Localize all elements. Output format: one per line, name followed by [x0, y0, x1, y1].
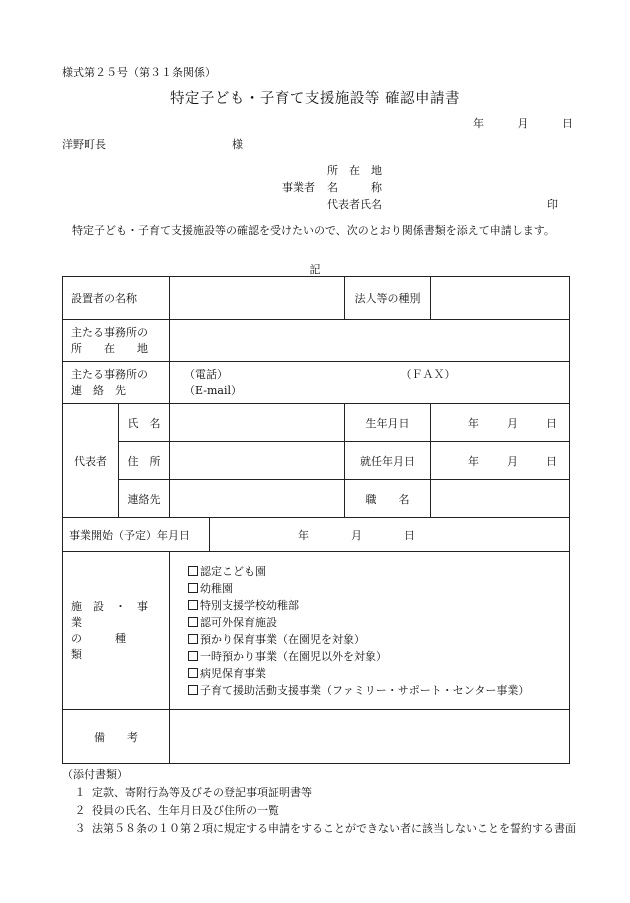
month-label: 月 [517, 117, 529, 130]
addressee: 洋野町長 [62, 138, 106, 151]
applicant-location-label: 所 在 地 [327, 164, 382, 177]
corp-type-label: 法人等の種別 [345, 277, 431, 320]
checkbox-icon[interactable] [188, 566, 198, 576]
checkbox-icon[interactable] [188, 651, 198, 661]
appointed-date-field[interactable]: 年 月 日 [431, 442, 570, 480]
facility-option[interactable]: 預かり保育事業（在園児を対象） [188, 631, 565, 648]
year-label: 年 [473, 117, 484, 130]
seal-mark: 印 [547, 198, 558, 211]
facility-option[interactable]: 病児保育事業 [188, 665, 565, 682]
table-row [63, 442, 570, 480]
facility-option[interactable]: 認定こども園 [188, 563, 565, 580]
list-item: ２ 役員の氏名、生年月日及び住所の一覧 [74, 804, 279, 817]
email-label: （E-mail） [184, 383, 242, 397]
applicant-rep-label: 代表者氏名 [327, 198, 382, 211]
intro-text: 特定子ども・子育て支援施設等の確認を受けたいので、次のとおり関係書類を添えて申請します。 [72, 224, 555, 237]
attachments-heading: （添付書類） [62, 768, 128, 781]
rep-name-label: 氏 名 [119, 404, 170, 442]
table-row [63, 710, 570, 764]
birth-date-label: 生年月日 [345, 404, 431, 442]
applicant-prefix: 事業者 [282, 181, 315, 194]
checkbox-icon[interactable] [188, 685, 198, 695]
appointed-date-label: 就任年月日 [345, 442, 431, 480]
list-item: １ 定款、寄附行為等及びその登記事項証明書等 [74, 786, 312, 799]
birth-date-field[interactable]: 年 月 日 [431, 404, 570, 442]
honorific: 様 [232, 138, 243, 151]
position-field[interactable] [431, 480, 570, 518]
table-row [63, 320, 570, 362]
fax-label: （ＦＡＸ） [406, 367, 456, 381]
list-item: ３ 法第５８条の１０第２項に規定する申請をすることができない者に該当しないことを誓約する書面 [74, 822, 576, 835]
table-row [63, 404, 570, 442]
founder-name-label: 設置者の名称 [63, 277, 170, 320]
checkbox-icon[interactable] [188, 668, 198, 678]
remarks-label: 備 考 [63, 710, 170, 764]
table-row [63, 552, 570, 710]
form-number: 様式第２５号（第３１条関係） [62, 66, 216, 79]
position-label: 職 名 [345, 480, 431, 518]
rep-contact-label: 連絡先 [119, 480, 170, 518]
table-row [63, 277, 570, 320]
facility-option[interactable]: 幼稚園 [188, 580, 565, 597]
office-contact-label: 主たる事務所の 連 絡 先 [63, 362, 170, 404]
page-title: 特定子ども・子育て支援施設等 確認申請書 [169, 91, 461, 107]
application-date [473, 115, 573, 131]
rep-name-field[interactable] [170, 404, 345, 442]
table-row [63, 480, 570, 518]
application-table [62, 276, 570, 764]
attachments [62, 766, 576, 838]
rep-address-label: 住 所 [119, 442, 170, 480]
founder-name-field[interactable] [170, 277, 345, 320]
day-label: 日 [562, 117, 573, 130]
applicant-block [282, 162, 527, 213]
applicant-name-label: 名 称 [327, 181, 382, 194]
facility-option[interactable]: 認可外保育施設 [188, 614, 565, 631]
office-location-field[interactable] [170, 320, 570, 362]
start-date-field[interactable]: 年 月 日 [210, 518, 570, 552]
ki-heading: 記 [309, 263, 321, 276]
table-row [63, 362, 570, 404]
facility-option[interactable]: 一時預かり事業（在園児以外を対象） [188, 648, 565, 665]
facility-type-label: 施 設 ・ 事 業 の 種 類 [63, 552, 170, 710]
checkbox-icon[interactable] [188, 617, 198, 627]
facility-option[interactable]: 子育て援助活動支援事業（ファミリー・サポート・センター事業） [188, 682, 565, 699]
checkbox-icon[interactable] [188, 634, 198, 644]
office-contact-field[interactable] [170, 362, 570, 404]
checkbox-icon[interactable] [188, 600, 198, 610]
remarks-field[interactable] [170, 710, 570, 764]
rep-contact-field[interactable] [170, 480, 345, 518]
corp-type-field[interactable] [431, 277, 570, 320]
start-date-label: 事業開始（予定）年月日 [63, 518, 210, 552]
checkbox-icon[interactable] [188, 583, 198, 593]
phone-label: （電話） [184, 367, 228, 381]
facility-option[interactable]: 特別支援学校幼稚部 [188, 597, 565, 614]
table-row [63, 518, 570, 552]
facility-options [170, 552, 570, 710]
office-location-label: 主たる事務所の 所 在 地 [63, 320, 170, 362]
representative-label: 代表者 [63, 404, 119, 518]
rep-address-field[interactable] [170, 442, 345, 480]
